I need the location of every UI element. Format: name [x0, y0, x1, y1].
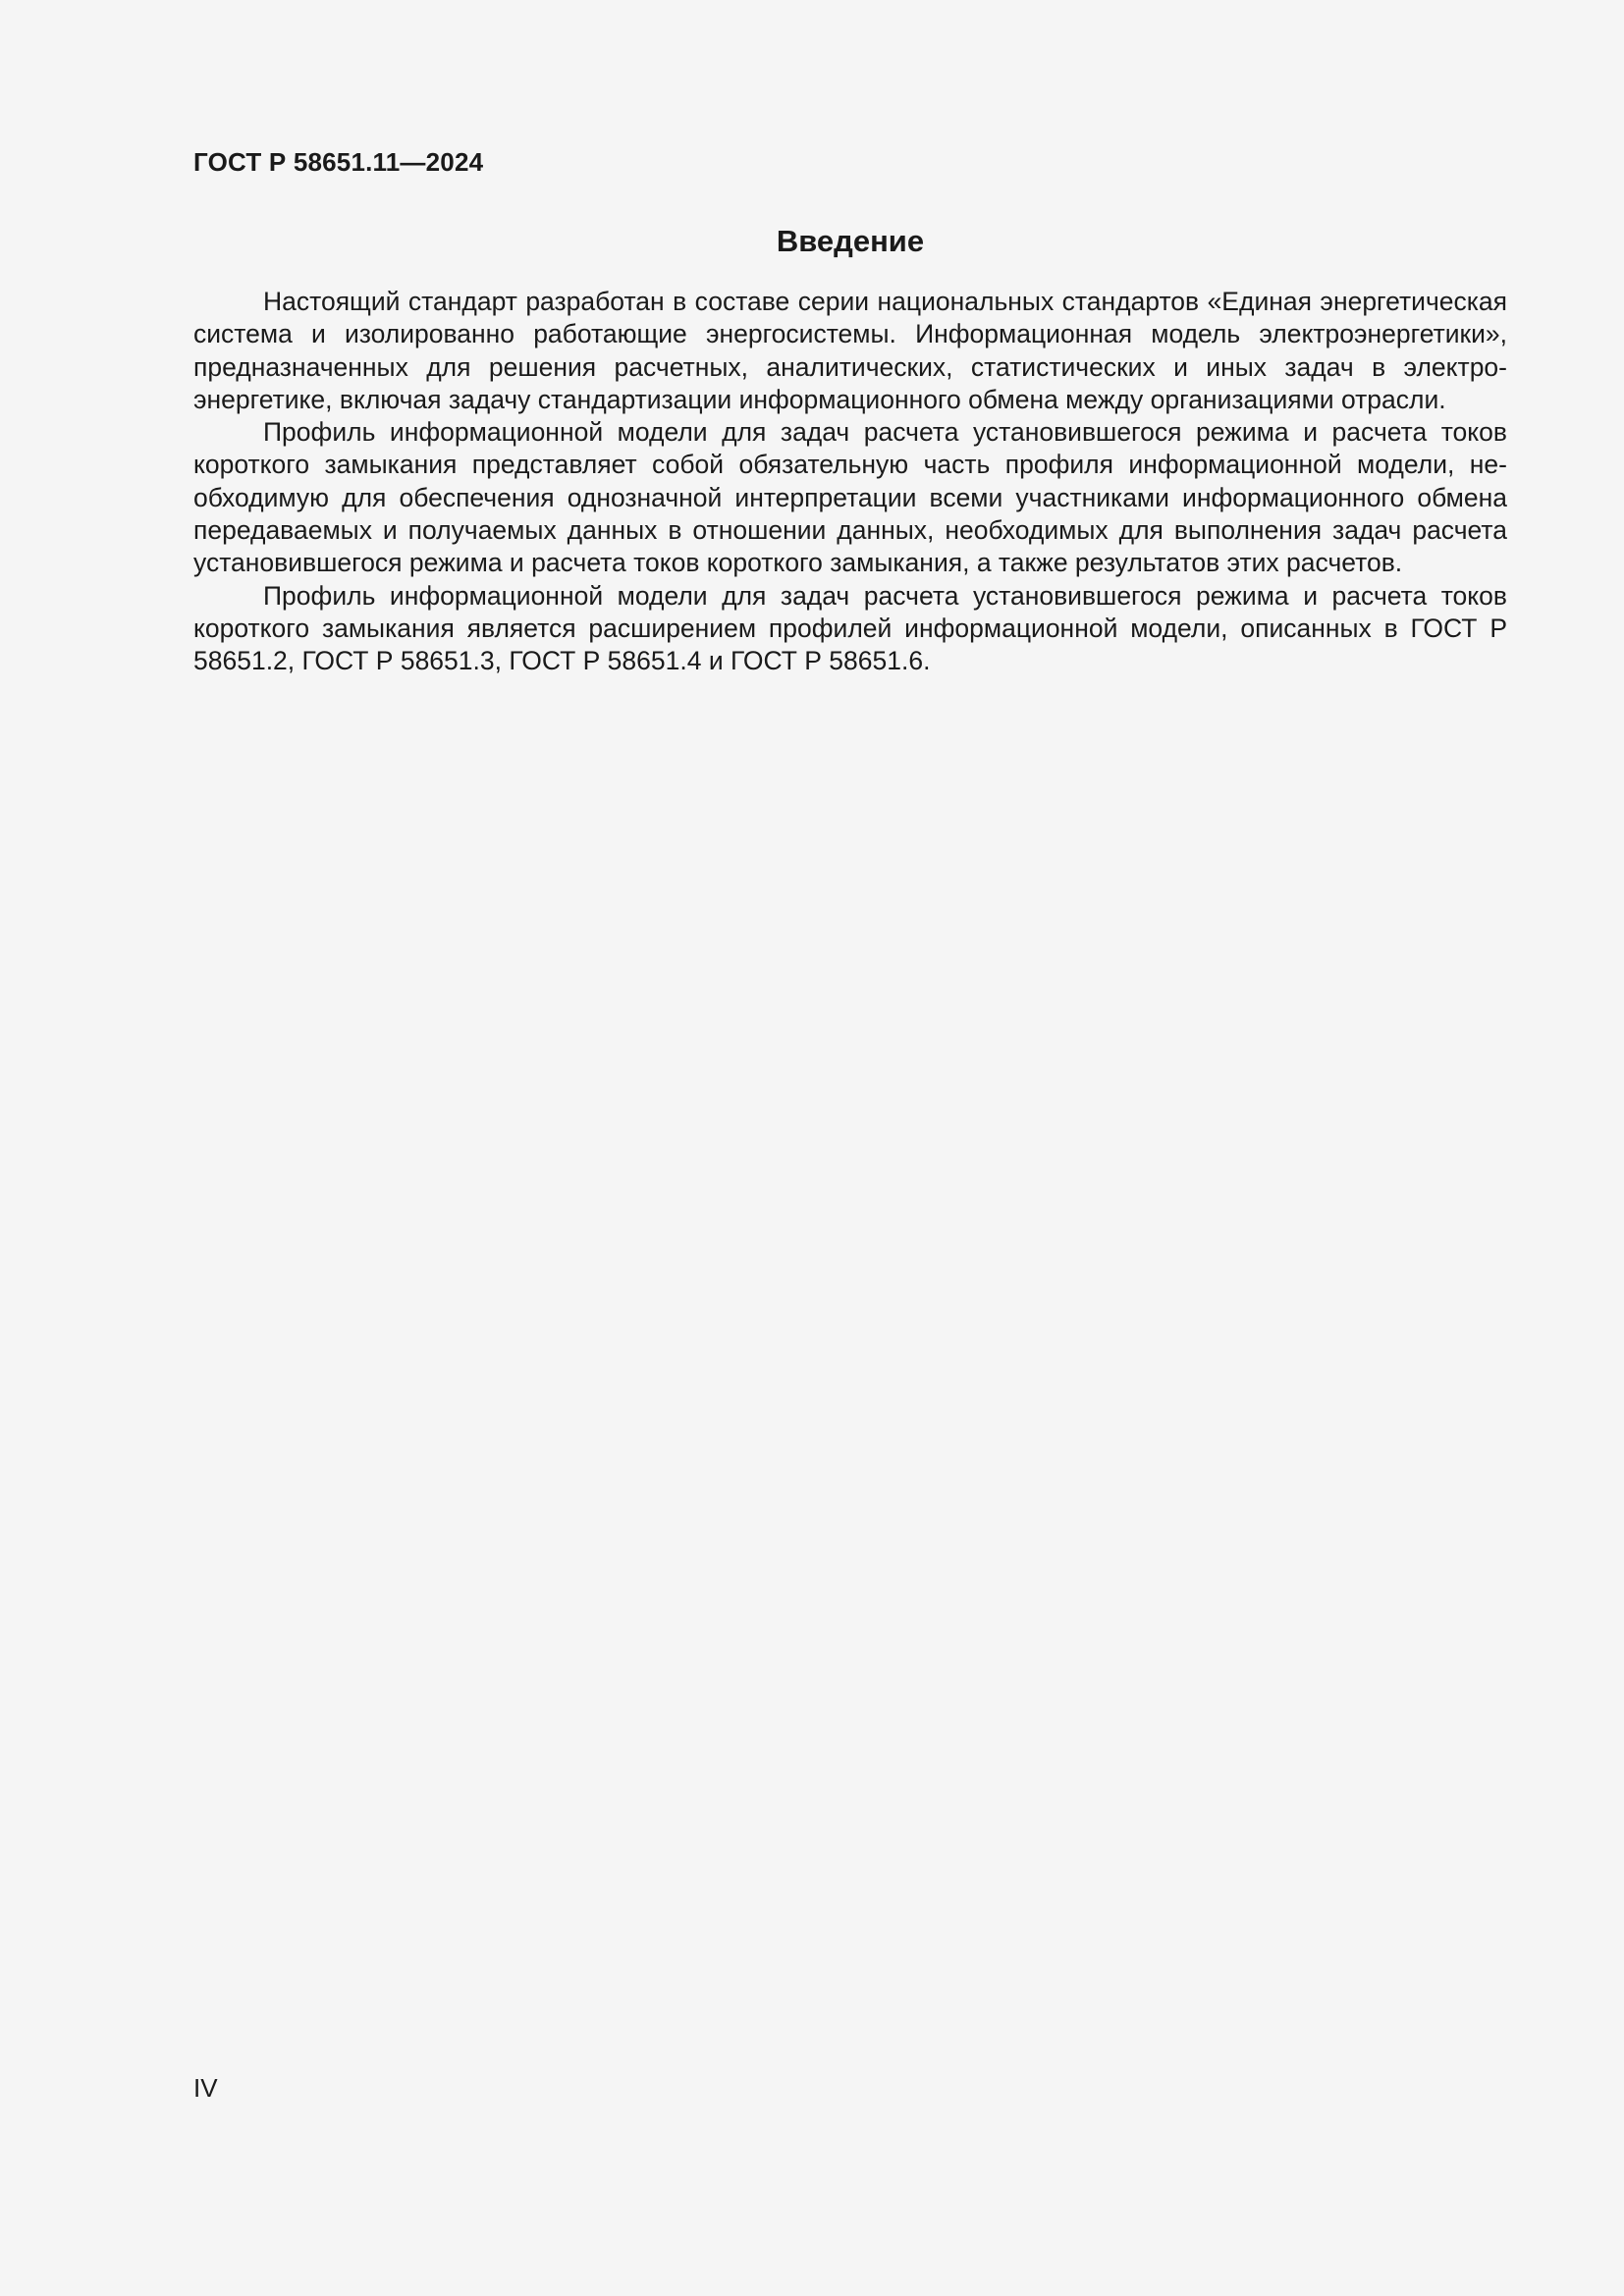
- paragraph-3: Профиль информационной модели для задач расчета установившегося режима и расчета токов короткого замыкания является расширением профилей информационной модели, описанных в ГОСТ Р 58651.2, ГОСТ Р 58651.3, ГОСТ Р 58651.4 и ГОСТ Р 58651.6.: [193, 580, 1507, 676]
- paragraph-1: Настоящий стандарт разработан в составе серии национальных стандартов «Единая энергетическая система и изолированно работающие энергосистемы. Информационная модель электроэнергетики», предназначенных для решения расчетных, аналитических, статистических и иных задач в электроэнергетике, включая задачу стандартизации информационного обмена между организациями отрасли.: [193, 287, 1507, 414]
- paragraph-2: Профиль информационной модели для задач расчета установившегося режима и расчета токов короткого замыкания представляет собой обязательную часть профиля информационной модели, необходимую для обеспечения однозначной интерпретации всеми участниками информационного обмена передаваемых и получаемых данных в отношении данных, необходимых для выполнения задач расчета установившегося режима и расчета токов короткого замыкания, а также результатов этих расчетов.: [193, 417, 1507, 578]
- introduction-body: [193, 286, 1507, 678]
- section-title: Введение: [776, 224, 925, 258]
- document-code-header: ГОСТ Р 58651.11—2024: [193, 147, 484, 177]
- page-number: IV: [193, 2073, 218, 2103]
